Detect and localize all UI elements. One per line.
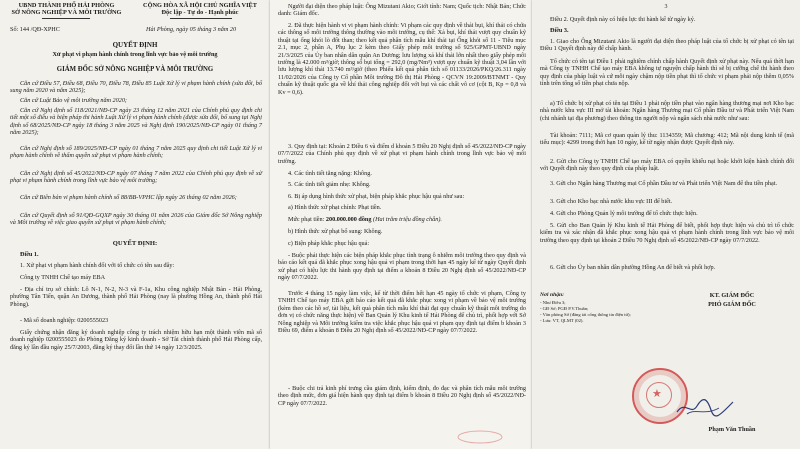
basis-1: Căn cứ Điều 57, Điều 68, Điều 70, Điều 78, Điều 85 Luật Xử lý vi phạm hành chính (sửa đổi, bổ sung năm 2020 và năm 2025); <box>10 80 262 95</box>
signature-icon <box>675 396 735 418</box>
send-bank: 3. Gửi cho Ngân hàng Thương mại Cổ phần Đầu tư và Phát triển Việt Nam để thu tiền phạt. <box>550 180 778 187</box>
article-3-heading: Điều 3. <box>550 27 569 34</box>
basis-2: Căn cứ Luật Bảo vệ môi trường năm 2020; <box>20 97 127 104</box>
page-number: 3 <box>664 4 668 10</box>
payment-account: Tài khoản: 7111; Mã cơ quan quản lý thu: 1134359; Mã chương: 412; Mã nội dung kinh tế (mã tiểu mục): 4299 trong thời hạn 10 ngày, kể từ ngày nhận được Quyết định này. <box>540 132 794 147</box>
violation-description: 2. Đã thực hiện hành vi vi phạm hành chính: Vi phạm các quy định về thải bụi, khí thải có chứa các thông số môi trường thông thường vào môi trường, cụ thể: Xả bụi, khí thải vượt quy chuẩn kỹ thuật tại ống khói lò đốt than; theo kết quả phân tích mẫu khí thải tại Ống khói số 11 - Tiêu mục 2.1, mục 2, phần A, Phụ lục 2 kèm theo Giấy phép môi trường số 925/GPMT-UBND ngày 21/3/2025 của Ủy ban nhân dân quận An Dương; lưu lượng xả khí thải lớn nhất theo giấy phép môi trường là 42.000 m³/giờ; thông số bụi tổng = 292,0 (mg/Nm³) vượt quy chuẩn kỹ thuật 3,04 lần với lưu lượng khí thải 13.740 m³/giờ (theo Phiếu kết quả phân tích số 01133/2026/PKQ/26.311 ngày 11/02/2026 của Công ty Cổ phần Môi trường Đô thị Hải Phòng - QCVN 19:2009/BTNMT - Quy chuẩn kỹ thuật quốc gia về khí thải công nghiệp đối với bụi và các chất vô cơ (cột B, Kp = 0,8 và Kv = 0,6). <box>278 22 526 96</box>
page-2 <box>270 0 532 449</box>
send-ward: 6. Gửi cho Ủy ban nhân dân phường Hồng An để biết và phối hợp. <box>550 264 716 271</box>
sign-role: PHÓ GIÁM ĐỐC <box>708 301 756 308</box>
remedy-reporting: Trước 4 tháng 15 ngày làm việc, kể từ thời điểm hết hạn 45 ngày tổ chức vi phạm, Công ty TNHH Chế tạo máy EBA gửi báo cáo kết quả đã khắc phục xong vi phạm về bảo vệ môi trường (kèm theo các hồ sơ, tài liệu, kết quả phân tích mẫu khí thải đạt quy chuẩn kỹ thuật môi trường do đơn vị có chức năng thực hiện) về Ban Quản lý Khu kinh tế Hải Phòng để chủ trì, phối hợp với Sở Nông nghiệp và Môi trường kiểm tra việc khắc phục hậu quả vi phạm quy định tại điểm b khoản 3 Điều 69, điểm a khoản 8 Điều 20 Nghị định số 45/2022/NĐ-CP ngày 07/7/2022. <box>278 290 526 335</box>
decide-heading: QUYẾT ĐỊNH: <box>112 240 158 247</box>
article-1-heading: Điều 1. <box>20 251 39 258</box>
recipients-title: Nơi nhận: <box>540 292 564 298</box>
header-underline-right <box>170 18 232 19</box>
doc-subtitle: Xử phạt vi phạm hành chính trong lĩnh vực bảo vệ môi trường <box>52 51 218 58</box>
basis-6: Căn cứ Biên bản vi phạm hành chính số 88/BB-VPHC lập ngày 26 tháng 02 năm 2026; <box>20 194 237 201</box>
national-header <box>132 2 268 16</box>
remedy-heading: c) Biện pháp khắc phục hậu quả: <box>288 240 370 247</box>
page-stamp-mark-icon <box>456 430 504 444</box>
additional-penalty: b) Hình thức xử phạt bổ sung: Không. <box>288 228 383 235</box>
article-2: Điều 2. Quyết định này có hiệu lực thi hành kể từ ngày ký. <box>550 16 696 23</box>
fine-label: Mức phạt tiền: <box>288 216 325 223</box>
fine-in-words: (Hai trăm triệu đồng chẵn). <box>373 216 442 223</box>
company-license: Giấy chứng nhận đăng ký doanh nghiệp công ty trách nhiệm hữu hạn một thành viên mã số doanh nghiệp 0200555023 do Phòng Đăng ký kinh doanh - Sở Tài chính thành phố Hải Phòng cấp, đăng ký lần đầu ngày 25/7/2003, đăng ký thay đổi lần thứ 14 ngày 12/3/2025. <box>10 329 262 351</box>
agency-city: UBND THÀNH PHỐ HẢI PHÒNG <box>18 2 115 9</box>
page-1 <box>0 0 270 449</box>
remedy-measure-2: - Buộc chi trả kinh phí trưng cầu giám định, kiểm định, đo đạc và phân tích mẫu môi trường theo định mức, đơn giá hiện hành quy định tại điểm b khoản 8 Điều 20 Nghị định số 45/2022/NĐ-CP ngày 07/7/2022. <box>278 385 526 407</box>
national-title: CỘNG HÒA XÃ HỘI CHỦ NGHĨA VIỆT <box>143 2 257 9</box>
aggravating-circumstances: 4. Các tình tiết tăng nặng: Không. <box>288 170 372 177</box>
remedy-measure-1: - Buộc phải thực hiện các biện pháp khắc phục tình trạng ô nhiễm môi trường theo quy định và báo cáo kết quả đã khắc phục xong hậu quả vi phạm trong thời hạn 45 ngày kể từ ngày Quyết định xử phạt có hiệu lực thi hành quy định tại điểm a khoản 8 Điều 20 Nghị định số 45/2022/NĐ-CP ngày 07/7/2022. <box>278 252 526 282</box>
send-treasury: 3. Gửi cho Kho bạc nhà nước khu vực III để biết. <box>550 198 673 205</box>
send-company: 2. Gửi cho Công ty TNHH Chế tạo máy EBA có quyền khiếu nại hoặc khởi kiện hành chính đối với Quyết định này theo quy định của pháp luật. <box>540 158 794 173</box>
basis-5: Căn cứ Nghị định số 45/2022/NĐ-CP ngày 07 tháng 7 năm 2022 của Chính phủ quy định về xử phạt vi phạm hành chính trong lĩnh vực bảo vệ môi trường; <box>10 170 262 185</box>
company-name: Công ty TNHH Chế tạo máy EBA <box>20 274 106 281</box>
basis-7: Căn cứ Quyết định số 91/QĐ-GQXP ngày 30 tháng 01 năm 2026 của Giám đốc Sở Nông nghiệp và Môi trường về việc giao quyền xử phạt vi phạm hành chính; <box>10 212 262 227</box>
place-date: Hải Phòng, ngày 05 tháng 3 năm 20 <box>146 26 237 33</box>
main-penalty: a) Hình thức xử phạt chính: Phạt tiền. <box>288 204 382 211</box>
send-environment-office: 4. Gửi cho Phòng Quản lý môi trường để tổ chức thực hiện. <box>550 210 698 217</box>
legal-basis: 3. Quy định tại: Khoản 2 Điều 6 và điểm d khoản 5 Điều 20 Nghị định số 45/2022/NĐ-CP ngày 07/7/2022 của Chính phủ quy định về xử phạt vi phạm hành chính trong lĩnh vực bảo vệ môi trường. <box>278 143 526 165</box>
basis-4: Căn cứ Nghị định số 189/2025/NĐ-CP ngày 01 tháng 7 năm 2025 quy định chi tiết Luật Xử lý vi phạm hành chính về thẩm quyền xử phạt vi phạm hành chính; <box>10 145 262 160</box>
issuer-title: GIÁM ĐỐC SỞ NÔNG NGHIỆP VÀ MÔI TRƯỜNG <box>56 66 214 73</box>
mitigating-circumstances: 5. Các tình tiết giảm nhẹ: Không. <box>288 181 371 188</box>
header-underline-left <box>42 18 90 19</box>
agency-dept: SỞ NÔNG NGHIỆP VÀ MÔI TRƯỜNG <box>11 9 122 17</box>
doc-number: Số: 144 /QĐ-XPHC <box>10 26 60 33</box>
article-3-compliance: Tổ chức có tên tại Điều 1 phải nghiêm chỉnh chấp hành Quyết định xử phạt này. Nếu quá thời hạn mà Công ty TNHH Chế tạo máy EBA không tự nguyện chấp hành thì sẽ bị cưỡng chế thi hành theo quy định của pháp luật và cứ mỗi ngày chậm nộp tiền phạt thì tổ chức vi phạm phải nộp thêm 0,05% tính trên tổng số tiền phạt chưa nộp. <box>540 58 794 88</box>
doc-title: QUYẾT ĐỊNH <box>112 41 158 49</box>
article-1-intro: 1. Xử phạt vi phạm hành chính đối với tổ chức có tên sau đây: <box>20 262 175 269</box>
send-economic-zone: 5. Gửi cho Ban Quản lý Khu kinh tế Hải Phòng để biết, phối hợp thực hiện và chủ trì tổ chức kiểm tra và xác nhận đã khắc phục xong hậu quả vi phạm hành chính trong lĩnh vực bảo vệ môi trường theo quy định tại khoản 2 Điều 70 Nghị định số 45/2022/NĐ-CP ngày 07/7/2022. <box>540 222 794 244</box>
recipient-3: - Văn phòng Sở (đăng tải cổng thông tin điện tử); <box>540 312 631 317</box>
signer-name: Phạm Văn Thuần <box>708 426 756 433</box>
seal-star-icon: ★ <box>652 387 662 400</box>
national-motto: Độc lập - Tự do - Hạnh phúc <box>161 9 239 17</box>
company-tax-code: - Mã số doanh nghiệp: 0200555023 <box>20 317 109 324</box>
recipient-1: - Như Điều 3; <box>540 300 566 305</box>
company-address: - Địa chỉ trụ sở chính: Lô N-1, N-2, N-3 và F-1a, Khu công nghiệp Nhật Bản - Hải Phòng, phường Tân Tiến, quận An Dương, thành phố Hải Phòng (nay là phường Hồng An, thành phố Hải Phòng). <box>10 286 262 308</box>
article-3-assign: 1. Giao cho Ông Mizutani Akio là người đại diện theo pháp luật của tổ chức bị xử phạt có tên tại Điều 1 Quyết định này để chấp hành. <box>540 38 794 53</box>
article-3-payment: a) Tổ chức bị xử phạt có tên tại Điều 1 phải nộp tiền phạt vào ngân hàng thương mại nơi Kho bạc nhà nước khu vực III mở tài khoản: Ngân hàng Thương mại Cổ phần Đầu tư và Phát triển Việt Nam (chi nhánh tại địa phương) theo thông tin người nộp và ngân sách nhà nước như sau: <box>540 100 794 122</box>
penalty-intro: 6. Bị áp dụng hình thức xử phạt, biện pháp khắc phục hậu quả như sau: <box>288 193 465 200</box>
sign-title: KT. GIÁM ĐỐC <box>709 292 755 299</box>
fine-row <box>288 216 442 223</box>
legal-representative: Người đại diện theo pháp luật: Ông Mizutani Akio; Giới tính: Nam; Quốc tịch: Nhật Bản; Chức danh: Giám đốc. <box>278 3 526 18</box>
fine-amount: 200.000.000 đồng <box>325 216 372 223</box>
recipient-4: - Lưu: VT, QLMT (02). <box>540 318 584 323</box>
recipient-2: - GĐ Sở; PGĐ P.V.Thuần; <box>540 306 589 311</box>
issuing-agency-header <box>4 2 129 16</box>
basis-3: Căn cứ Nghị định số 118/2021/NĐ-CP ngày 23 tháng 12 năm 2021 của Chính phủ quy định chi tiết một số điều và biện pháp thi hành Luật Xử lý vi phạm hành chính (được sửa đổi, bổ sung tại Nghị định số 68/2025/NĐ-CP ngày 18 tháng 3 năm 2025 và Nghị định 190/2025/NĐ-CP ngày 01 tháng 7 năm 2025); <box>10 107 262 137</box>
